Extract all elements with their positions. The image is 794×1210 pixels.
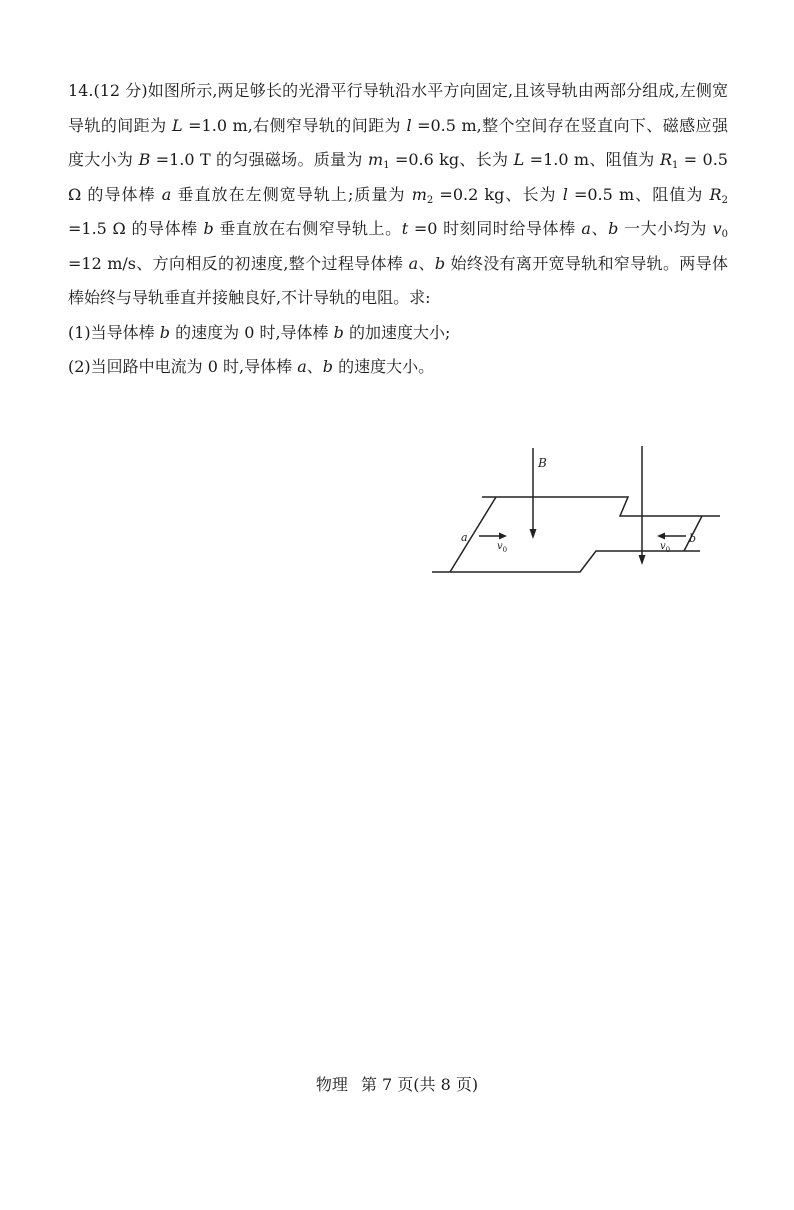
symbol-a: a (408, 253, 419, 273)
stem-text: =0.2 kg、长为 (433, 184, 563, 204)
rails (432, 446, 720, 572)
rod-a-label: a (461, 531, 468, 544)
stem-text: =0.5 m、阻值为 (567, 184, 710, 204)
rail-diagram (430, 440, 730, 580)
stem-text: 垂直放在左侧宽导轨上;质量为 (171, 184, 412, 204)
question-text: 的速度为 0 时,导体棒 (170, 322, 334, 342)
symbol-R: R (659, 150, 672, 169)
symbol-v: v (712, 219, 722, 238)
symbol-B: B (138, 150, 151, 169)
problem-stem (68, 74, 728, 316)
stem-text: 一大小均为 (618, 219, 713, 238)
velocity-symbol: v (497, 541, 503, 552)
question-text: 的加速度大小; (343, 322, 451, 342)
subscript: 0 (721, 229, 728, 240)
field-arrowhead-2 (639, 555, 646, 565)
rod-a (450, 497, 496, 572)
stem-text: =0 时刻同时给导体棒 (408, 219, 582, 238)
symbol-a: a (161, 184, 172, 204)
question-text: 的速度大小。 (333, 357, 435, 376)
symbol-m: m (368, 150, 384, 169)
stem-text: =0.5 m,整个空间存在竖直向下、磁感应强度大小为 (68, 115, 728, 169)
stem-text: =12 m/s、方向相反的初速度,整个过程导体棒 (68, 253, 409, 273)
question-2 (68, 350, 728, 385)
problem-14 (68, 74, 728, 385)
velocity-subscript: 0 (665, 546, 671, 554)
symbol-b: b (434, 253, 446, 273)
question-text: (1)当导体棒 (68, 322, 160, 342)
top-rail (482, 497, 720, 516)
symbol-a: a (581, 219, 591, 238)
symbol-b: b (322, 357, 334, 376)
velocity-arrowhead-b (657, 533, 665, 540)
stem-text: =1.0 m,右侧窄导轨的间距为 (182, 115, 407, 135)
stem-text: 垂直放在右侧窄导轨上。 (213, 219, 402, 238)
rod-b-label: b (689, 532, 697, 545)
stem-text: =1.5 Ω 的导体棒 (68, 219, 204, 238)
bottom-rail (432, 551, 700, 572)
question-text: 、 (306, 357, 323, 376)
velocity-label-b (660, 541, 670, 554)
footer-page-number: 第 7 页(共 8 页) (360, 1075, 479, 1094)
stem-text: =0.6 kg、长为 (389, 150, 514, 169)
field-arrowhead-1 (530, 529, 537, 539)
rail-diagram-svg (430, 440, 730, 580)
symbol-l: l (406, 115, 412, 135)
symbol-m: m (411, 184, 427, 204)
stem-text: =1.0 m、阻值为 (524, 150, 660, 169)
velocity-arrowhead-a (499, 533, 507, 540)
symbol-b: b (159, 322, 171, 342)
question-text: (2)当回路中电流为 0 时,导体棒 (68, 357, 298, 376)
problem-number: 14. (68, 81, 94, 100)
page-footer (0, 1072, 794, 1095)
subscript: 1 (383, 160, 390, 171)
velocity-symbol: v (660, 541, 666, 552)
stem-text: 始终没有离开宽导轨和窄导轨。两导体棒始终与导轨垂直并接触良好,不计导轨的电阻。求: (68, 253, 728, 307)
subscript: 2 (426, 194, 434, 206)
symbol-R: R (709, 184, 722, 204)
stem-text: =1.0 T 的匀强磁场。质量为 (150, 150, 369, 169)
symbol-b: b (333, 322, 344, 342)
problem-points: (12 分) (93, 81, 148, 100)
subscript: 1 (671, 160, 679, 171)
velocity-subscript: 0 (502, 546, 508, 554)
symbol-l: l (562, 184, 568, 204)
symbol-b: b (203, 219, 214, 238)
stem-text: 如图所示,两足够长的光滑平行导轨沿水平方向固定,且该导轨由两部分组成,左侧宽导轨的间距为 (68, 81, 728, 135)
stem-text: 、 (590, 219, 609, 238)
subscript: 2 (721, 194, 728, 206)
symbol-t: t (401, 219, 409, 238)
footer-subject: 物理 (315, 1075, 348, 1094)
symbol-L: L (513, 150, 525, 169)
question-1 (68, 316, 728, 351)
stem-text: = 0.5 Ω 的导体棒 (68, 150, 728, 204)
symbol-a: a (297, 357, 307, 376)
stem-text: 、 (418, 253, 435, 273)
symbol-L: L (172, 115, 183, 135)
arrowheads (499, 529, 665, 565)
field-label: B (538, 456, 547, 470)
velocity-label-a (497, 541, 507, 554)
symbol-b: b (608, 219, 619, 238)
